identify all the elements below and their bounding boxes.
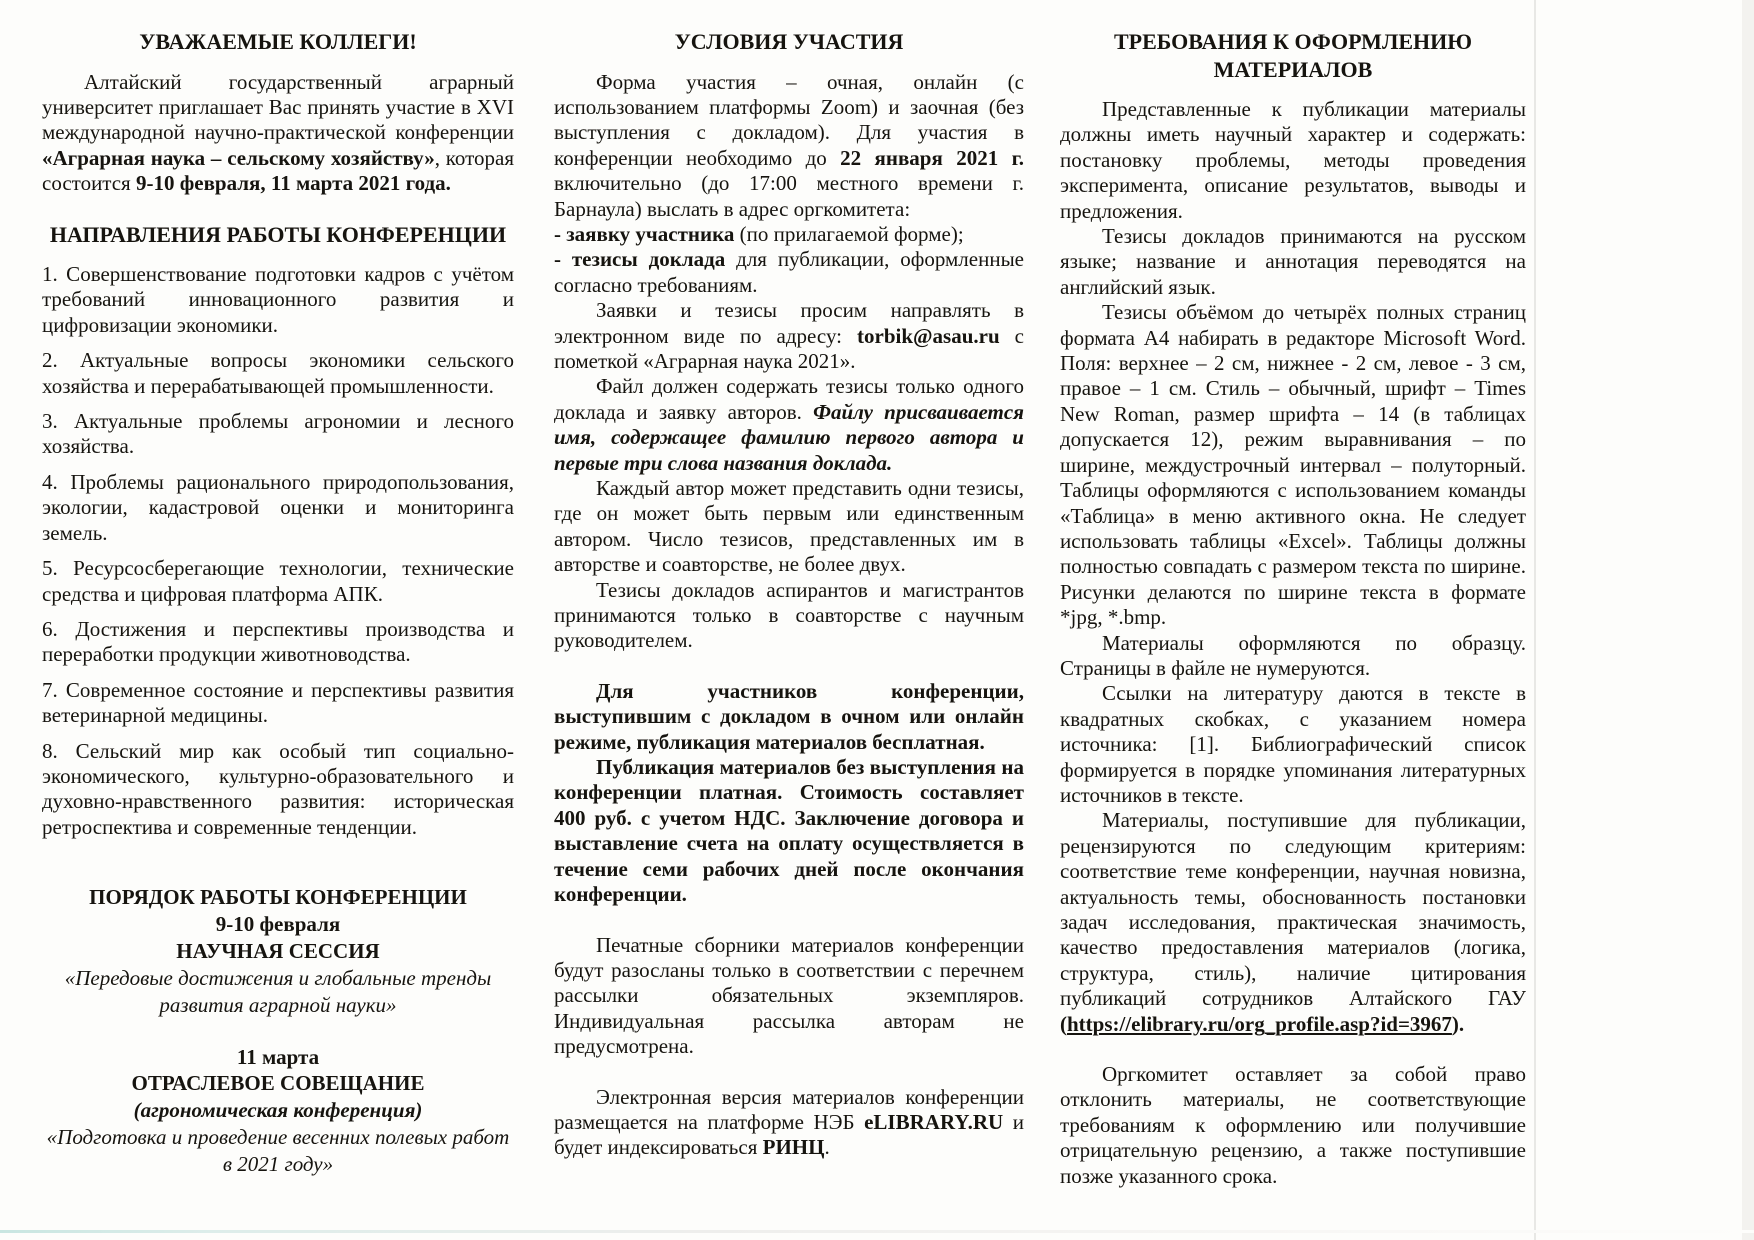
- conference-name: «Аграрная наука – сельскому хозяйству»: [42, 145, 435, 170]
- intro-lead: Алтайский государственный аграрный университет приглашает Вас принять участие в XVI международной научно-практической конференции: [42, 69, 514, 145]
- required-item-application: [554, 222, 1024, 247]
- file-naming-lead: Файл должен содержать тезисы только одного доклада и заявку авторов.: [554, 374, 1024, 424]
- direction-item-7: 7. Современное состояние и перспективы развития ветеринарной медицины.: [42, 677, 514, 728]
- participation-form-paragraph: [554, 70, 1024, 222]
- participation-lead: Форма участия – очная, онлайн (с использованием платформы Zoom) и заочная (без выступления с докладом). Для участия в конференции необходимо до: [554, 69, 1024, 170]
- required-item-theses: [554, 247, 1024, 298]
- deadline-date: 22 января 2021 г.: [840, 145, 1024, 170]
- middle-column: [554, 28, 1024, 1189]
- students-coauthor-paragraph: Тезисы докладов аспирантов и магистрантов принимаются только в соавторстве с научным руководителем.: [554, 577, 1024, 653]
- schedule-heading: ПОРЯДОК РАБОТЫ КОНФЕРЕНЦИИ: [89, 885, 467, 910]
- right-column: [1060, 28, 1526, 1189]
- scan-right-edge: [1742, 0, 1754, 1240]
- file-naming-rule: Файлу присваивается имя, содержащее фамилию первого автора и первые три слова названия доклада.: [554, 399, 1024, 475]
- scan-bottom-artifact: [0, 1230, 1754, 1233]
- direction-item-6: 6. Достижения и перспективы производства и переработки продукции животноводства.: [42, 616, 514, 667]
- electronic-lead: Электронная версия материалов конференции размещается на платформе НЭБ: [554, 1084, 1024, 1134]
- schedule-block: [42, 884, 514, 1178]
- review-criteria-lead: Материалы, поступившие для публикации, рецензируются по следующим критериям: соответствие теме конференции, научная новизна, актуальность темы, обоснованность постановки задач исследования, практическая значимость, качество предоставления материалов (логика, структура, стиль), наличие цитирования публикаций сотрудников Алтайского ГАУ: [1060, 808, 1526, 1011]
- session2-theme: «Подготовка и проведение весенних полевых работ в 2021 году»: [46, 1125, 510, 1177]
- direction-item-3: 3. Актуальные проблемы агрономии и лесного хозяйства.: [42, 409, 514, 459]
- session2-name: ОТРАСЛЕВОЕ СОВЕЩАНИЕ: [131, 1071, 425, 1096]
- direction-item-2: 2. Актуальные вопросы экономики сельского хозяйства и перерабатывающей промышленности.: [42, 348, 514, 398]
- submission-lead: Заявки и тезисы просим направлять в электронном виде по адресу:: [554, 298, 1024, 348]
- direction-item-8: 8. Сельский мир как особый тип социально-экономического, культурно-образовательного и духовно-нравственного развития: историческая ретроспектива и современные тенденции.: [42, 738, 514, 839]
- electronic-version-paragraph: [554, 1085, 1024, 1161]
- url-open-paren: (: [1060, 1011, 1067, 1036]
- references-paragraph: Ссылки на литературу даются в тексте в квадратных скобках, с указанием номера источника: [1]. Библиографический список формируется в порядке упоминания литературных источников в тексте.: [1060, 681, 1526, 807]
- session1-theme: «Передовые достижения и глобальные тренды развития аграрной науки»: [64, 965, 492, 1017]
- session2-subtitle: (агрономическая конференция): [133, 1098, 423, 1123]
- participation-heading: УСЛОВИЯ УЧАСТИЯ: [674, 29, 904, 54]
- electronic-mid: и будет индексироваться: [554, 1109, 1024, 1160]
- page-fold-line: [1534, 0, 1536, 1240]
- participation-tail: включительно (до 17:00 местного времени г. Барнаула) выслать в адрес оргкомитета:: [554, 171, 1024, 221]
- intro-middle: , которая состоится: [42, 145, 514, 196]
- submission-tail: с пометкой «Аграрная наука 2021».: [554, 323, 1024, 373]
- left-column-title: УВАЖАЕМЫЕ КОЛЛЕГИ!: [139, 29, 417, 54]
- submission-paragraph: [554, 298, 1024, 374]
- direction-item-4: 4. Проблемы рационального природопользования, экологии, кадастровой оценки и мониторинга земель.: [42, 469, 514, 545]
- sample-pages-paragraph: Материалы оформляются по образцу. Страницы в файле не нумеруются.: [1060, 630, 1526, 680]
- session1-date: 9-10 февраля: [215, 912, 341, 937]
- rejection-right-paragraph: Оргкомитет оставляет за собой право отклонить материалы, не соответствующие требованиям к оформлению или получившие отрицательную рецензию, а также поступившие позже указанного срока.: [1060, 1062, 1526, 1188]
- file-naming-paragraph: [554, 374, 1024, 476]
- theses-label: - тезисы доклада: [554, 247, 726, 272]
- rinc-index: РИНЦ: [762, 1135, 825, 1160]
- directions-heading: НАПРАВЛЕНИЯ РАБОТЫ КОНФЕРЕНЦИИ: [49, 221, 507, 247]
- direction-item-1: 1. Совершенствование подготовки кадров с учётом требований инновационного развития и цифровизации экономики.: [42, 262, 514, 337]
- direction-item-5: 5. Ресурсосберегающие технологии, технические средства и цифровая платформа АПК.: [42, 556, 514, 606]
- contact-email: torbik@asau.ru: [857, 323, 1000, 348]
- left-column: [42, 28, 514, 1189]
- session2-date: 11 марта: [236, 1044, 320, 1069]
- application-rest: (по прилагаемой форме);: [734, 221, 964, 246]
- url-close-paren: ).: [1451, 1011, 1465, 1036]
- paid-publication-paragraph: Публикация материалов без выступления на конференции платная. Стоимость составляет 400 руб. с учетом НДС. Заключение договора и выставление счета на оплату осуществляется в течение семи рабочих дней после окончания конференции.: [554, 755, 1024, 907]
- author-limit-paragraph: Каждый автор может представить одни тезисы, где он может быть первым или единственным автором. Число тезисов, представленных им в авторстве и соавторстве, не более двух.: [554, 476, 1024, 577]
- free-publication-paragraph: Для участников конференции, выступившим с докладом в очном или онлайн режиме, публикация материалов бесплатная.: [554, 678, 1024, 754]
- elibrary-org-url: https://elibrary.ru/org_profile.asp?id=3967: [1067, 1011, 1452, 1036]
- theses-rest: для публикации, оформленные согласно требованиям.: [554, 247, 1025, 297]
- application-label: - заявку участника: [554, 221, 735, 246]
- intro-paragraph: [42, 70, 514, 197]
- review-criteria-paragraph: [1060, 808, 1526, 1037]
- formatting-heading: ТРЕБОВАНИЯ К ОФОРМЛЕНИЮ МАТЕРИАЛОВ: [1113, 29, 1473, 82]
- language-paragraph: Тезисы докладов принимаются на русском языке; название и аннотация переводятся на английский язык.: [1060, 224, 1526, 299]
- session1-name: НАУЧНАЯ СЕССИЯ: [176, 938, 380, 963]
- conference-dates: 9-10 февраля, 11 марта 2021 года.: [135, 171, 451, 196]
- electronic-end: .: [824, 1135, 830, 1160]
- elibrary-platform: eLIBRARY.RU: [864, 1109, 1004, 1134]
- formatting-rules-paragraph: Тезисы объёмом до четырёх полных страниц формата А4 набирать в редакторе Microsoft Word. Поля: верхнее – 2 см, нижнее - 2 см, левое - 3 см, правое – 1 см. Стиль – обычный, шрифт – Times New Roman, размер шрифта – 14 (в таблицах допускается 12), режим выравнивания – по ширине, междустрочный интервал – полуторный. Таблицы оформляются с использованием команды «Таблица» в меню активного окна. Не следует использовать таблицы «Excel». Таблицы должны полностью совпадать с размером текста по ширине. Рисунки делаются по ширине текста в формате *jpg, *.bmp.: [1060, 300, 1526, 630]
- scientific-character-paragraph: Представленные к публикации материалы должны иметь научный характер и содержать: постановку проблемы, методы проведения эксперимента, описание результатов, выводы и предложения.: [1060, 97, 1526, 223]
- printed-copies-paragraph: Печатные сборники материалов конференции будут разосланы только в соответствии с перечнем рассылки обязательных экземпляров. Индивидуальная рассылка авторам не предусмотрена.: [554, 932, 1024, 1059]
